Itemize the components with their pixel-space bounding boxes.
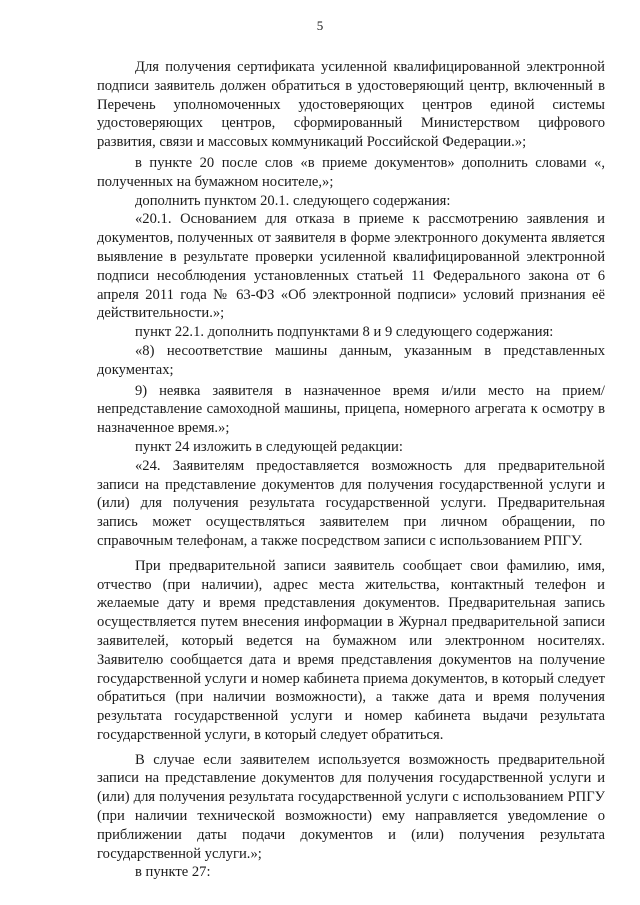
- paragraph: Для получения сертификата усиленной квалифицированной электронной подписи заявитель должен обратиться в удостоверяющий центр, включенный в Перечень уполномоченных удостоверяющих центров единой системы удостоверяющих центров, сформированный Министерством цифрового развития, связи и массовых коммуникаций Российской Федерации.»;: [97, 59, 605, 151]
- document-body: [97, 58, 605, 882]
- paragraph: При предварительной записи заявитель сообщает свои фамилию, имя, отчество (при наличии), адрес места жительства, контактный телефон и желаемые дату и время представления документов. Предварительная запись осуществляется путем внесения информации в Журнал предварительной записи заявителей, который ведется на бумажном или электронном носителях. Заявителю сообщается дата и время представления документов на получение государственной услуги и номер кабинета приема документов, в который следует обратиться (при наличии возможности), а также дата и время получения результата государственной услуги и номер кабинета выдачи результата государственной услуги, в который следует обратиться.: [97, 557, 605, 743]
- paragraph: «24. Заявителям предоставляется возможность для предварительной записи на представление документов для получения государственной услуги и (или) для получения результата государственной услуги. Предварительная запись может осуществляться заявителем при личном обращении, по справочным телефонам, а также посредством записи с использованием РПГУ.: [97, 457, 605, 549]
- paragraph: в пункте 27:: [135, 864, 211, 881]
- paragraph: дополнить пунктом 20.1. следующего содержания:: [135, 192, 451, 209]
- paragraph: пункт 22.1. дополнить подпунктами 8 и 9 следующего содержания:: [135, 324, 554, 341]
- paragraph: 9) неявка заявителя в назначенное время и/или место на прием/непредставление самоходной машины, прицепа, номерного агрегата к осмотру в назначенное время.»;: [97, 382, 605, 437]
- paragraph: «8) несоответствие машины данным, указанным в представленных документах;: [97, 342, 605, 378]
- paragraph: «20.1. Основанием для отказа в приеме к рассмотрению заявления и документов, полученных от заявителя в форме электронного документа является выявление в результате проверки усиленной квалифицированной электронной подписи несоблюдения установленных статьей 11 Федерального закона от 6 апреля 2011 года № 63-ФЗ «Об электронной подписи» условий признания её действительности.»;: [97, 211, 605, 322]
- paragraph: в пункте 20 после слов «в приеме документов» дополнить словами «, полученных на бумажном носителе,»;: [97, 154, 605, 190]
- paragraph: В случае если заявителем используется возможность предварительной записи на представление документов для получения государственной услуги и (или) для получения результата государственной услуги с использованием РПГУ (при наличии технической возможности) ему направляется уведомление о приближении даты подачи документов и (или) получения результата государственной услуги.»;: [97, 751, 605, 862]
- page-number: 5: [316, 18, 324, 33]
- paragraph: пункт 24 изложить в следующей редакции:: [135, 438, 403, 455]
